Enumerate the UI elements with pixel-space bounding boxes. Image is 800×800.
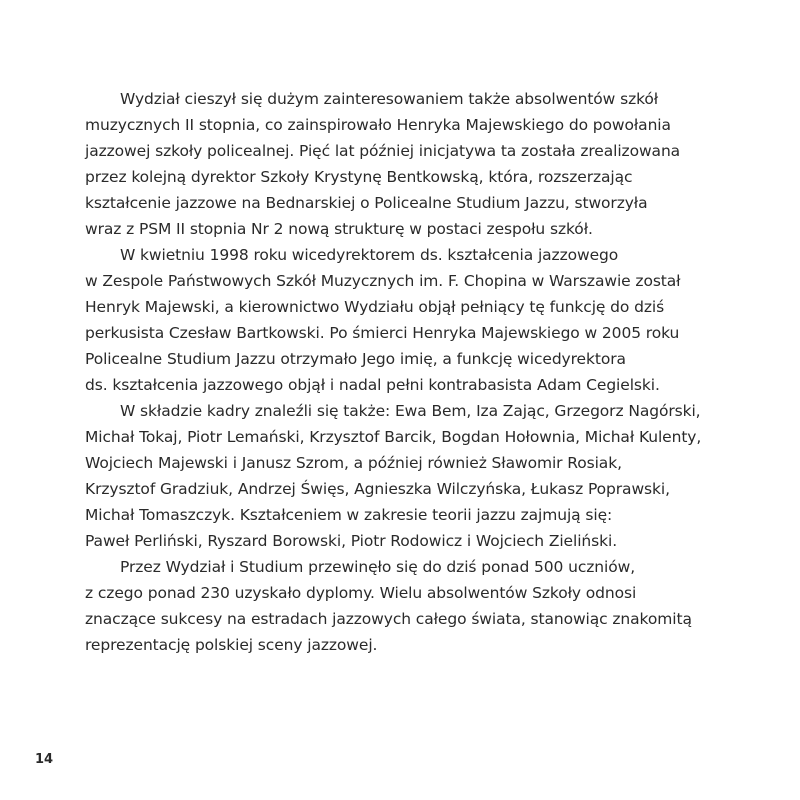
text-line: Paweł Perliński, Ryszard Borowski, Piotr Rodowicz i Wojciech Zieliński. <box>85 532 618 550</box>
text-line: znaczące sukcesy na estradach jazzowych całego świata, stanowiąc znakomitą <box>85 610 692 628</box>
text-line: W kwietniu 1998 roku wicedyrektorem ds. kształcenia jazzowego <box>120 246 619 264</box>
text-line: Wojciech Majewski i Janusz Szrom, a później również Sławomir Rosiak, <box>85 454 622 472</box>
text-line: Policealne Studium Jazzu otrzymało Jego imię, a funkcję wicedyrektora <box>85 350 626 368</box>
text-line: Przez Wydział i Studium przewinęło się do dziś ponad 500 uczniów, <box>120 558 636 576</box>
page-number: 14 <box>35 752 54 767</box>
text-line: przez kolejną dyrektor Szkoły Krystynę Bentkowską, która, rozszerzając <box>85 168 633 186</box>
text-line: z czego ponad 230 uzyskało dyplomy. Wielu absolwentów Szkoły odnosi <box>85 584 637 602</box>
text-line: Wydział cieszył się dużym zainteresowaniem także absolwentów szkół <box>120 90 659 108</box>
text-line: Michał Tokaj, Piotr Lemański, Krzysztof Barcik, Bogdan Hołownia, Michał Kulenty, <box>85 428 702 446</box>
text-line: wraz z PSM II stopnia Nr 2 nową strukturę w postaci zespołu szkół. <box>85 220 593 238</box>
text-line: w Zespole Państwowych Szkół Muzycznych im. F. Chopina w Warszawie został <box>85 272 681 290</box>
text-line: ds. kształcenia jazzowego objął i nadal pełni kontrabasista Adam Cegielski. <box>85 376 660 394</box>
text-line: W składzie kadry znaleźli się także: Ewa Bem, Iza Zając, Grzegorz Nagórski, <box>120 402 701 420</box>
text-line: Krzysztof Gradziuk, Andrzej Święs, Agnieszka Wilczyńska, Łukasz Poprawski, <box>85 480 670 498</box>
text-line: reprezentację polskiej sceny jazzowej. <box>85 636 378 654</box>
body-text <box>85 86 725 658</box>
text-line: jazzowej szkoły policealnej. Pięć lat później inicjatywa ta została zrealizowana <box>85 142 681 160</box>
text-line: kształcenie jazzowe na Bednarskiej o Policealne Studium Jazzu, stworzyła <box>85 194 648 212</box>
text-line: perkusista Czesław Bartkowski. Po śmierci Henryka Majewskiego w 2005 roku <box>85 324 680 342</box>
text-line: Henryk Majewski, a kierownictwo Wydziału objął pełniący tę funkcję do dziś <box>85 298 665 316</box>
text-line: Michał Tomaszczyk. Kształceniem w zakresie teorii jazzu zajmują się: <box>85 506 613 524</box>
text-line: muzycznych II stopnia, co zainspirowało Henryka Majewskiego do powołania <box>85 116 671 134</box>
